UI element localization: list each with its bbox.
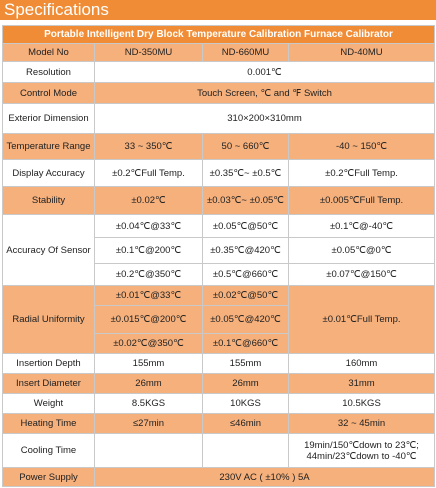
- row-label: Cooling Time: [3, 434, 95, 468]
- row-label: Temperature Range: [3, 134, 95, 160]
- value-cell: 31mm: [289, 374, 435, 394]
- value-cell: ±0.02℃: [95, 187, 203, 215]
- value-cell: ±0.2℃Full Temp.: [95, 160, 203, 187]
- value-cell: 10KGS: [203, 394, 289, 414]
- model-cell: ND-350MU: [95, 44, 203, 62]
- table-row: [3, 374, 435, 394]
- table-row: [3, 160, 435, 187]
- table-row: [3, 187, 435, 215]
- value-cell: 26mm: [203, 374, 289, 394]
- value-cell: ±0.1℃@-40℃: [289, 215, 435, 238]
- row-label: Exterior Dimension: [3, 104, 95, 134]
- value-cell: ≤46min: [203, 414, 289, 434]
- row-label: Accuracy Of Sensor: [3, 215, 95, 286]
- value-cell: ±0.05℃@420℃: [203, 306, 289, 334]
- value-cell: ±0.2℃Full Temp.: [289, 160, 435, 187]
- value-cell: ±0.02℃@50℃: [203, 286, 289, 306]
- model-cell: ND-660MU: [203, 44, 289, 62]
- row-label: Power Supply: [3, 468, 95, 487]
- value-cell: ±0.05℃@50℃: [203, 215, 289, 238]
- value-cell: ±0.2℃@350℃: [95, 264, 203, 286]
- value-cell: 8.5KGS: [95, 394, 203, 414]
- table-row: [3, 62, 435, 83]
- table-row: [3, 414, 435, 434]
- table-row: [3, 83, 435, 104]
- table-row: [3, 468, 435, 487]
- model-cell: ND-40MU: [289, 44, 435, 62]
- row-label: Heating Time: [3, 414, 95, 434]
- value-cell: ±0.04℃@33℃: [95, 215, 203, 238]
- value-cell: 50 ~ 660℃: [203, 134, 289, 160]
- table-row: [3, 134, 435, 160]
- value-cell: ±0.02℃@350℃: [95, 334, 203, 354]
- table-row: [3, 104, 435, 134]
- value-cell: ±0.05℃@0℃: [289, 238, 435, 264]
- value-cell: 26mm: [95, 374, 203, 394]
- table-title: Portable Intelligent Dry Block Temperature Calibration Furnace Calibrator: [3, 26, 435, 44]
- value-cell: 10.5KGS: [289, 394, 435, 414]
- row-label: Insert Diameter: [3, 374, 95, 394]
- value-cell: ±0.35℃@420℃: [203, 238, 289, 264]
- value-cell: 155mm: [203, 354, 289, 374]
- value-cell: ±0.07℃@150℃: [289, 264, 435, 286]
- row-label: Weight: [3, 394, 95, 414]
- value-cell: ±0.35℃~ ±0.5℃: [203, 160, 289, 187]
- table-title-row: [3, 26, 435, 44]
- value-cell: [289, 434, 435, 468]
- value-cell: 160mm: [289, 354, 435, 374]
- value-cell: 32 ~ 45min: [289, 414, 435, 434]
- row-label: Model No: [3, 44, 95, 62]
- cooling-line: 19min/150℃down to 23℃;: [304, 439, 419, 451]
- table-row: [3, 434, 435, 468]
- value-cell: ±0.015℃@200℃: [95, 306, 203, 334]
- row-label: Display Accuracy: [3, 160, 95, 187]
- row-label: Insertion Depth: [3, 354, 95, 374]
- row-label: Stability: [3, 187, 95, 215]
- table-row: [3, 286, 435, 306]
- value-cell: [95, 434, 203, 468]
- value-cell: ±0.01℃Full Temp.: [289, 286, 435, 354]
- value-cell: [203, 434, 289, 468]
- table-row: [3, 394, 435, 414]
- value-cell: -40 ~ 150℃: [289, 134, 435, 160]
- value-cell: 310×200×310mm: [95, 104, 435, 134]
- row-label: Radial Uniformity: [3, 286, 95, 354]
- row-label: Resolution: [3, 62, 95, 83]
- value-cell: ±0.1℃@200℃: [95, 238, 203, 264]
- value-cell: 230V AC ( ±10% ) 5A: [95, 468, 435, 487]
- table-row: [3, 215, 435, 238]
- table-row: [3, 354, 435, 374]
- value-cell: ±0.1℃@660℃: [203, 334, 289, 354]
- value-cell: ±0.005℃Full Temp.: [289, 187, 435, 215]
- value-cell: 0.001℃: [95, 62, 435, 83]
- value-cell: 33 ~ 350℃: [95, 134, 203, 160]
- table-row: [3, 44, 435, 62]
- row-label: Control Mode: [3, 83, 95, 104]
- value-cell: ±0.5℃@660℃: [203, 264, 289, 286]
- value-cell: ≤27min: [95, 414, 203, 434]
- specifications-table: [2, 25, 435, 487]
- value-cell: ±0.03℃~ ±0.05℃: [203, 187, 289, 215]
- value-cell: Touch Screen, ℃ and ℉ Switch: [95, 83, 435, 104]
- specifications-header: [0, 0, 436, 20]
- page-title: Specifications: [4, 0, 109, 19]
- cooling-line: 44min/23℃down to -40℃: [306, 450, 417, 462]
- value-cell: 155mm: [95, 354, 203, 374]
- value-cell: ±0.01℃@33℃: [95, 286, 203, 306]
